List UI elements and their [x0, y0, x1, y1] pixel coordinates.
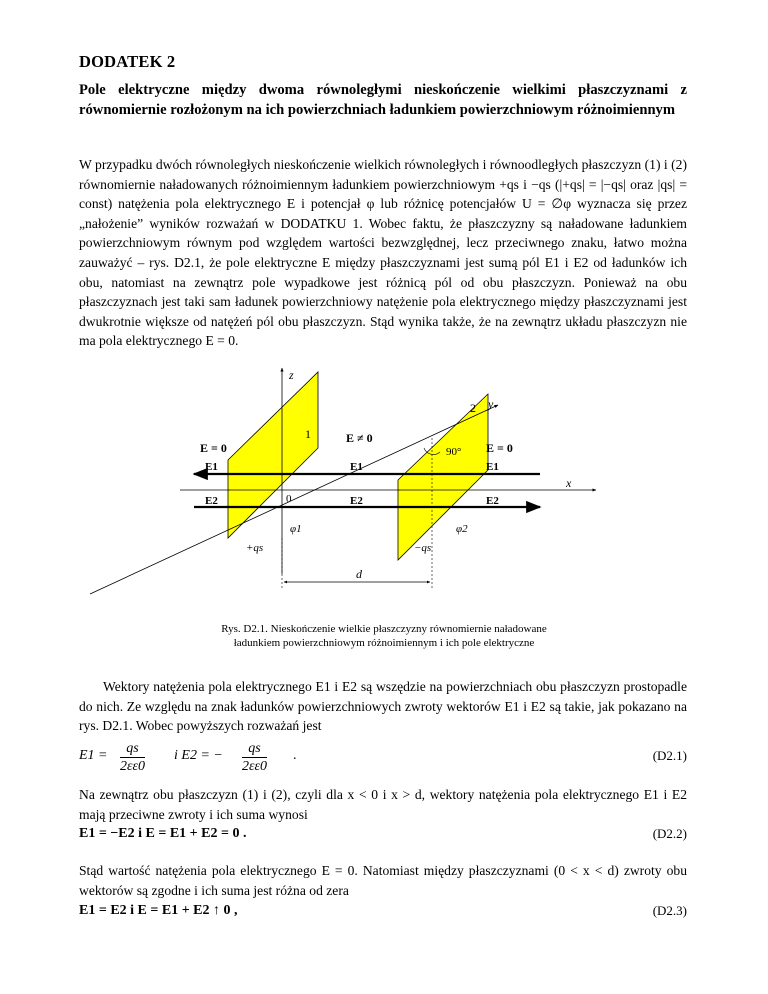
eq1-frac-2: $\frac{qs}{2\varepsilon\varepsilon 0}$	[242, 741, 268, 774]
label-e-zero-left: E = 0	[200, 441, 227, 455]
label-e2-left: E2	[205, 495, 218, 507]
eq1-mid: i E2 = −	[174, 748, 223, 763]
paragraph-outside: Na zewnątrz obu płaszczyzn (1) i (2), czyli dla x < 0 i x > d, wektory natężenia pola elektrycznego E1 i E2 mają przeciwne zwroty i ich suma wynosi	[79, 787, 687, 822]
label-e1-left: E1	[205, 461, 218, 473]
label-e-zero-right: E = 0	[486, 441, 513, 455]
eq1-frac-1: $\frac{qs}{2\varepsilon\varepsilon 0}$	[120, 741, 146, 774]
label-e-nonzero: E ≠ 0	[346, 431, 373, 445]
eq1-end: .	[293, 748, 297, 763]
equation-d2-1	[79, 738, 687, 778]
label-plane-1: 1	[305, 427, 311, 441]
label-phi1: φ1	[290, 523, 302, 535]
equation-d2-2	[79, 826, 687, 846]
label-phi2: φ2	[456, 523, 468, 535]
paragraph-between: Stąd wartość natężenia pola elektrycznego E = 0. Natomiast między płaszczyznami (0 < x < d) zwroty obu wektorów są zgodne i ich suma jest różna od zera	[79, 863, 687, 898]
eq3-text: E1 = E2 i E = E1 + E2 ↑ 0 ,	[79, 903, 238, 918]
eq2-text: E1 = −E2 i E = E1 + E2 = 0 .	[79, 826, 247, 841]
label-distance: d	[356, 567, 362, 581]
equation-d2-3	[79, 903, 687, 923]
label-plane-2: 2	[470, 401, 476, 415]
label-angle: 90°	[446, 446, 462, 458]
label-z: z	[289, 368, 294, 382]
label-x: x	[566, 476, 572, 490]
eq1-number: (D2.1)	[652, 748, 687, 763]
eq3-number: (D2.3)	[652, 903, 687, 918]
paragraph-intro: W przypadku dwóch równoległych nieskończenie wielkich równoległych i równoodległych płaszczyzn (1) i (2) równomiernie naładowanych różnoimiennym ładunkiem powierzchniowym +qs i −qs (|+qs| = |−qs| oraz |qs| = const) natężenia pola elektrycznego E i potencjał φ lub różnicę potencjałów U = ∅φ wyznacza się przez „nałożenie” wyników rozważań w DODATKU 1. Wobec faktu, że płaszczyzny są naładowane ładunkiem powierzchniowym równym pod względem wartości bezwzględnej, lecz przeciwnego znaku, łatwo można zauważyć – rys. D2.1, że pole elektryczne E między płaszczyznami jest sumą pól E1 i E2 od ładunków ich obu, natomiast na zewnątrz pole wypadkowe jest różnicą pól od obu płaszczyzn. Ponieważ na obu płaszczyznach jest taki sam ładunek powierzchniowy natężenie pola elektrycznego między płaszczyznami jest dwukrotnie większe od natężeń pól obu płaszczyzn. Stąd wynika także, że na zewnątrz układu płaszczyzn nie ma pola elektrycznego E = 0.	[79, 157, 687, 349]
label-origin: 0	[286, 493, 292, 505]
label-charge-pos: +qs	[246, 542, 264, 554]
caption-line-1: Rys. D2.1. Nieskończenie wielkie płaszczyzny równomiernie naładowane	[221, 623, 547, 635]
plane-2	[398, 394, 488, 560]
label-y: y	[488, 397, 494, 411]
label-e1-right: E1	[486, 461, 499, 473]
plane-1	[228, 372, 318, 538]
section-title: Pole elektryczne między dwoma równoległymi nieskończenie wielkimi płaszczyznami z równomiernie rozłożonym na ich powierzchniach ładunkiem powierzchniowym różnoimiennym	[79, 82, 687, 118]
appendix-heading: DODATEK 2	[79, 52, 176, 71]
label-e2-right: E2	[486, 495, 499, 507]
label-e1-mid: E1	[350, 461, 363, 473]
label-charge-neg: −qs	[414, 542, 432, 554]
label-e2-mid: E2	[350, 495, 363, 507]
paragraph-vectors: Wektory natężenia pola elektrycznego E1 i E2 są wszędzie na powierzchniach obu płaszczyzn prostopadle do nich. Ze względu na znak ładunków powierzchniowych zwroty wektorów E1 i E2 są takie, jak pokazano na rys. D2.1. Wobec powyższych rozważań jest	[79, 679, 687, 734]
caption-line-2: ładunkiem powierzchniowym różnoimiennym i ich pole elektryczne	[233, 637, 535, 649]
eq2-number: (D2.2)	[652, 826, 687, 841]
figure-caption	[100, 622, 668, 650]
eq1-lhs: E1 =	[79, 748, 108, 763]
